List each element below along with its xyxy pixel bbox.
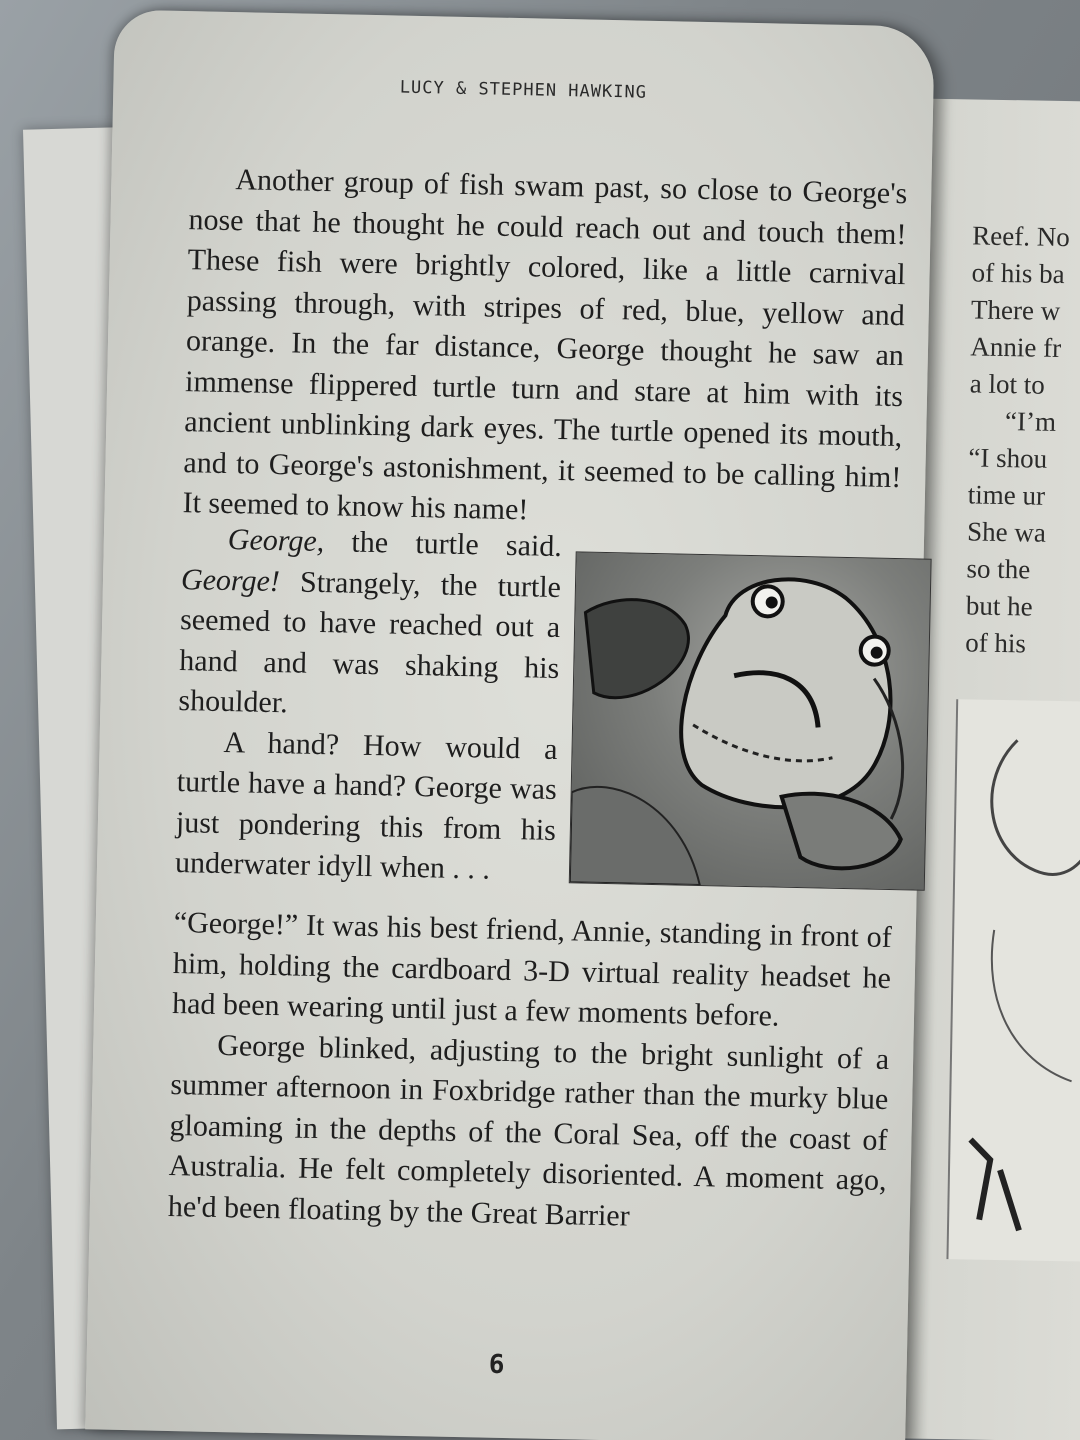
paragraph: Another group of fish swam past, so close to George's nose that he thought he could reach out and touch them! These fish were brightly colored, like a little carnival passing through, with stripes of red, blue, yellow and orange. In the far distance, George thought he saw an immense flippered turtle turn and stare at him with its ancient unblinking dark eyes. The turtle opened its mouth, and to George's astonishment, it seemed to be calling him! It seemed to know his name!: [182, 163, 908, 527]
text-span: Strangely, the turtle seemed to have reached out a hand and was shaking his shoulder.: [178, 564, 562, 720]
turtle-drawing: [570, 552, 931, 889]
italic-speech: George,: [227, 523, 325, 559]
right-page-illustration: [946, 699, 1080, 1262]
text-span: the turtle said.: [323, 525, 563, 564]
paragraph: “George!” It was his best friend, Annie, standing in front of him, holding the cardboard 3-D virtual reality headset he had been wearing until just a few moments before.: [171, 906, 893, 1033]
right-line: of his ba: [971, 257, 1065, 290]
text-block-bottom: [167, 903, 892, 1242]
right-line: Annie fr: [970, 331, 1062, 363]
right-line: time ur: [967, 479, 1046, 511]
right-line: “I shou: [968, 442, 1048, 474]
paragraph: A hand? How would a turtle have a hand? George was just pondering this from his underwater idyll when . . .: [174, 725, 558, 886]
right-line: She wa: [966, 516, 1047, 548]
right-line: “I’m: [1004, 406, 1057, 437]
illustration-sketch: [948, 699, 1080, 1262]
paragraph: George blinked, adjusting to the bright sunlight of a summer afternoon in Foxbridge rather than the murky blue gloaming in the depths of the Coral Sea, off the coast of Australia. He felt completely disoriented. A moment ago, he'd been floating by the Great Barrier: [167, 1028, 890, 1233]
left-page: [85, 10, 935, 1440]
paragraph: [178, 519, 562, 729]
running-head: LUCY & STEPHEN HAWKING: [399, 77, 648, 103]
right-line: There w: [970, 294, 1061, 326]
right-line: so the: [966, 553, 1031, 585]
text-block-beside-illustration: [175, 519, 563, 891]
right-line: but he: [965, 590, 1033, 622]
page-number: 6: [488, 1349, 505, 1381]
right-line: of his: [964, 627, 1027, 659]
right-line: Reef. No: [972, 220, 1071, 253]
turtle-illustration: [569, 551, 932, 890]
text-block-top: [182, 159, 907, 538]
italic-speech: George!: [180, 562, 281, 598]
right-line: a lot to: [969, 368, 1045, 400]
right-page-text: [965, 217, 1070, 663]
